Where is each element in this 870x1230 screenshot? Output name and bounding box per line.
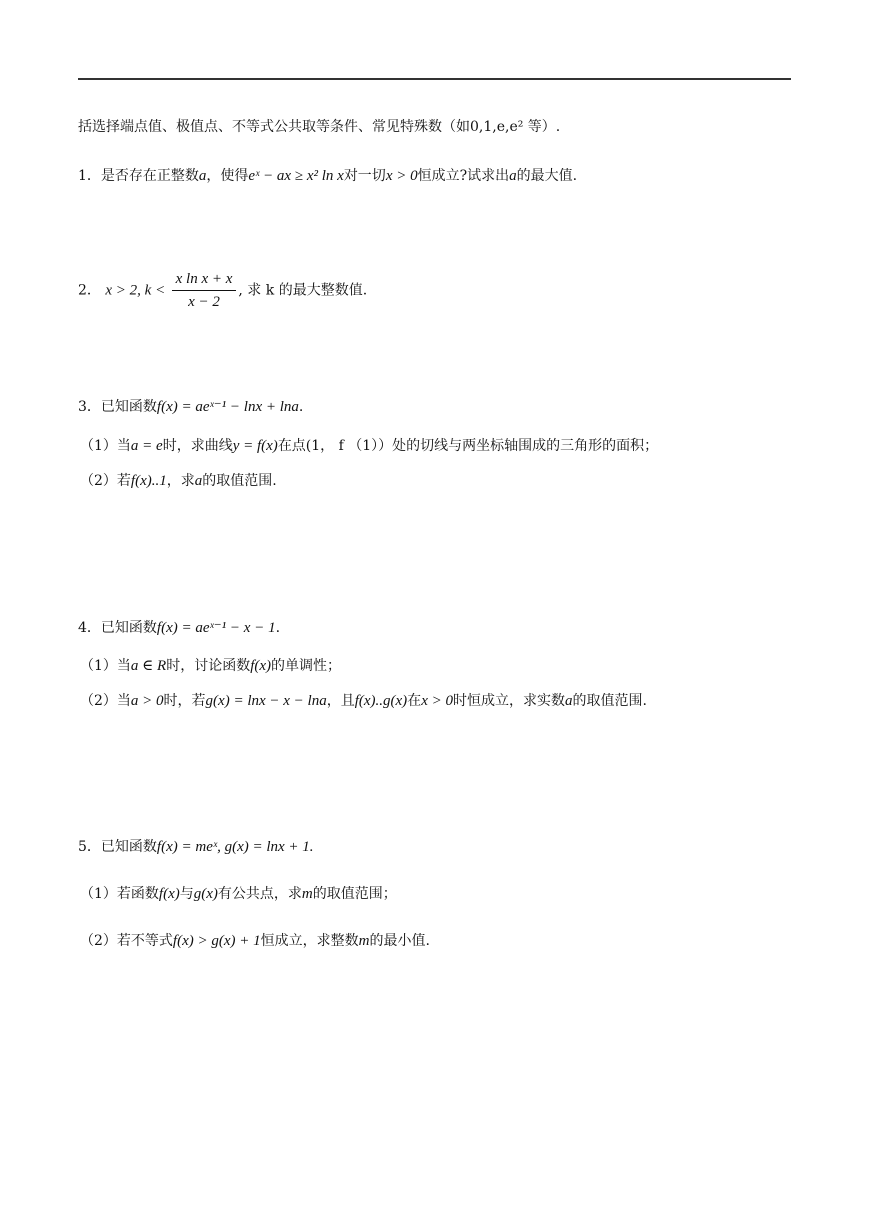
question-5: 5．已知函数f(x) = meˣ, g(x) = lnx + 1. bbox=[78, 839, 314, 855]
fraction-numerator: x ln x + x bbox=[172, 270, 237, 291]
question-number: 3． bbox=[78, 399, 101, 415]
question-5-part-2: （2）若不等式f(x) > g(x) + 1恒成立，求整数m的最小值. bbox=[80, 933, 430, 949]
question-4-part-1: （1）当a ∈ R时，讨论函数f(x)的单调性； bbox=[80, 658, 342, 674]
question-number: 1． bbox=[78, 168, 101, 184]
question-number: 4． bbox=[78, 620, 101, 636]
header-rule bbox=[78, 78, 791, 80]
fraction-denominator: x − 2 bbox=[188, 294, 220, 310]
question-number: 2． bbox=[78, 282, 101, 299]
inequality: eˣ − ax ≥ x² ln x bbox=[248, 168, 344, 184]
question-number: 5． bbox=[78, 839, 101, 855]
intro-text: 括选择端点值、极值点、不等式公共取等条件、常见特殊数（如0,1,e,e² 等）. bbox=[78, 119, 561, 135]
question-3-part-1: （1）当a = e时，求曲线y = f(x)在点(1， f （1））处的切线与两坐标轴围成的三角形的面积； bbox=[80, 438, 659, 454]
question-5-part-1: （1）若函数f(x)与g(x)有公共点，求m的取值范围； bbox=[80, 886, 397, 902]
question-2: 2． x > 2, k < $\frac{\text{x ln x + x}}{x - 2}$ , 求 k 的最大整数值. bbox=[78, 271, 368, 310]
question-3-part-2: （2）若f(x)..1，求a的取值范围. bbox=[80, 473, 277, 489]
question-4: 4．已知函数f(x) = aeˣ⁻¹ − x − 1. bbox=[78, 620, 281, 636]
function-definition: f(x) = aeˣ⁻¹ − x − 1 bbox=[156, 620, 276, 636]
function-definition: f(x) = aeˣ⁻¹ − lnx + lna bbox=[156, 399, 299, 415]
fraction bbox=[172, 270, 237, 311]
question-4-part-2: （2）当a > 0时，若g(x) = lnx − x − lna，且f(x)..g(x)在x > 0时恒成立，求实数a的取值范围. bbox=[80, 693, 647, 709]
question-3: 3．已知函数f(x) = aeˣ⁻¹ − lnx + lna. bbox=[78, 399, 304, 415]
function-definition: f(x) = meˣ, g(x) = lnx + 1. bbox=[156, 839, 314, 855]
question-1: 1．是否存在正整数a，使得eˣ − ax ≥ x² ln x对一切x > 0恒成立?试求出a的最大值. bbox=[78, 168, 578, 184]
